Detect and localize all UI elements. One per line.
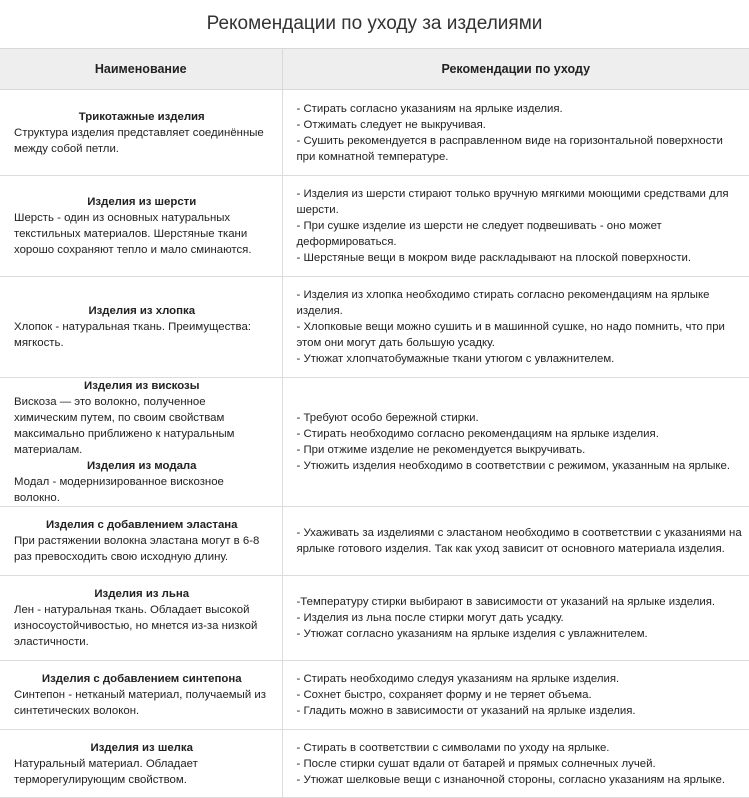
recommendation-line: - Сушить рекомендуется в расправленном виде на горизонтальной поверхности при комнатной температуре. [296, 134, 723, 163]
recommendation-line: - Стирать согласно указаниям на ярлыке изделия. [296, 102, 563, 115]
material-title: Изделия с добавлением синтепона [41, 673, 242, 685]
material-title: Изделия из вискозы [84, 380, 200, 392]
table-row [0, 90, 749, 176]
material-description: Хлопок - натуральная ткань. Преимущества: мягкость. [14, 321, 251, 349]
recommendation-line: - Стирать в соответствии с символами по уходу на ярлыке. [296, 741, 610, 754]
recommendation-line: - Утюжат шелковые вещи с изнаночной стороны, согласно указаниям на ярлыке. [296, 773, 726, 786]
recommendation-line: - При отжиме изделие не рекомендуется выкручивать. [296, 444, 586, 456]
material-title: Трикотажные изделия [78, 110, 205, 123]
recommendation-line: - Ухаживать за изделиями с эластаном необходимо в соответствии с указаниями на ярлыке готового изделия. Так как уход зависит от основного материала изделия. [296, 527, 742, 555]
table-body [0, 90, 749, 798]
recommendation-line: - Хлопковые вещи можно сушить и в машинной сушке, но надо помнить, что при этом они могут дать большую усадку. [296, 321, 725, 349]
material-cell [0, 90, 282, 176]
material-cell [0, 176, 282, 277]
material-description: При растяжении волокна эластана могут в 6-8 раз превосходить свою исходную длину. [14, 535, 260, 563]
table-row [0, 730, 749, 798]
table-row [0, 378, 749, 507]
page-title: Рекомендации по уходу за изделиями [206, 13, 543, 34]
recommendations-cell [282, 378, 749, 507]
recommendation-line: - Стирать необходимо согласно рекомендациям на ярлыке изделия. [296, 428, 659, 440]
recommendations-cell [282, 507, 749, 576]
table-row [0, 277, 749, 378]
recommendation-line: - Утюжить изделия необходимо в соответствии с режимом, указанным на ярлыке. [296, 460, 731, 472]
recommendation-line: - Шерстяные вещи в мокром виде раскладывают на плоской поверхности. [296, 252, 692, 264]
material-description: Натуральный материал. Обладает терморегулирующим свойством. [14, 757, 198, 786]
material-cell [0, 730, 282, 798]
recommendations-cell [282, 277, 749, 378]
recommendation-line: - Сохнет быстро, сохраняет форму и не теряет объема. [296, 689, 592, 701]
header-recommendations: Рекомендации по уходу [282, 49, 749, 90]
material-title: Изделия из льна [94, 588, 190, 600]
recommendation-line: - Изделия из шерсти стирают только вручную мягкими моющими средствами для шерсти. [296, 188, 729, 216]
recommendation-line: - При сушке изделие из шерсти не следует подвешивать - оно может деформироваться. [296, 220, 662, 248]
recommendation-line: - Утюжат хлопчатобумажные ткани утюгом с увлажнителем. [296, 353, 615, 365]
recommendation-line: - Требуют особо бережной стирки. [296, 412, 479, 424]
recommendation-line: - Стирать необходимо следуя указаниям на ярлыке изделия. [296, 673, 620, 685]
material-description: Синтепон - нетканый материал, получаемый из синтетических волокон. [14, 689, 266, 717]
table-row [0, 576, 749, 661]
table-row [0, 661, 749, 730]
material-description: Вискоза — это волокно, полученное химическим путем, по своим свойствам максимально приближено к натуральным материалам. [14, 396, 235, 456]
material-title: Изделия из модала [86, 460, 197, 472]
recommendation-line: - После стирки сушат вдали от батарей и прямых солнечных лучей. [296, 757, 656, 770]
material-cell [0, 576, 282, 661]
recommendation-line: - Гладить можно в зависимости от указаний на ярлыке изделия. [296, 705, 636, 717]
recommendation-line: - Утюжат согласно указаниям на ярлыке изделия с увлажнителем. [296, 628, 648, 640]
material-title: Изделия из шелка [90, 741, 193, 754]
recommendations-cell [282, 176, 749, 277]
material-description: Шерсть - один из основных натуральных текстильных материалов. Шерстяные ткани хорошо сохраняют тепло и мало сминаются. [14, 212, 252, 256]
material-description: Модал - модернизированное вискозное волокно. [14, 476, 224, 504]
material-description: Лен - натуральная ткань. Обладает высокой износоустойчивостью, но мнется из-за низкой эластичности. [14, 604, 258, 648]
material-cell [0, 507, 282, 576]
recommendations-cell [282, 730, 749, 798]
material-cell [0, 661, 282, 730]
material-title: Изделия из хлопка [88, 305, 196, 317]
material-title: Изделия с добавлением эластана [46, 519, 238, 531]
recommendations-cell [282, 576, 749, 661]
material-cell [0, 378, 282, 507]
recommendation-line: -Температуру стирки выбирают в зависимости от указаний на ярлыке изделия. [296, 596, 716, 608]
material-cell [0, 277, 282, 378]
header-row [0, 49, 749, 90]
recommendations-cell [282, 661, 749, 730]
table-row [0, 176, 749, 277]
material-title: Изделия из шерсти [87, 196, 197, 208]
material-description: Структура изделия представляет соединённые между собой петли. [14, 126, 264, 155]
care-table [0, 48, 749, 798]
recommendation-line: - Изделия из хлопка необходимо стирать согласно рекомендациям на ярлыке изделия. [296, 289, 710, 317]
recommendations-cell [282, 90, 749, 176]
table-row [0, 507, 749, 576]
recommendation-line: - Отжимать следует не выкручивая. [296, 118, 486, 131]
header-name: Наименование [0, 49, 282, 90]
recommendation-line: - Изделия из льна после стирки могут дать усадку. [296, 612, 564, 624]
